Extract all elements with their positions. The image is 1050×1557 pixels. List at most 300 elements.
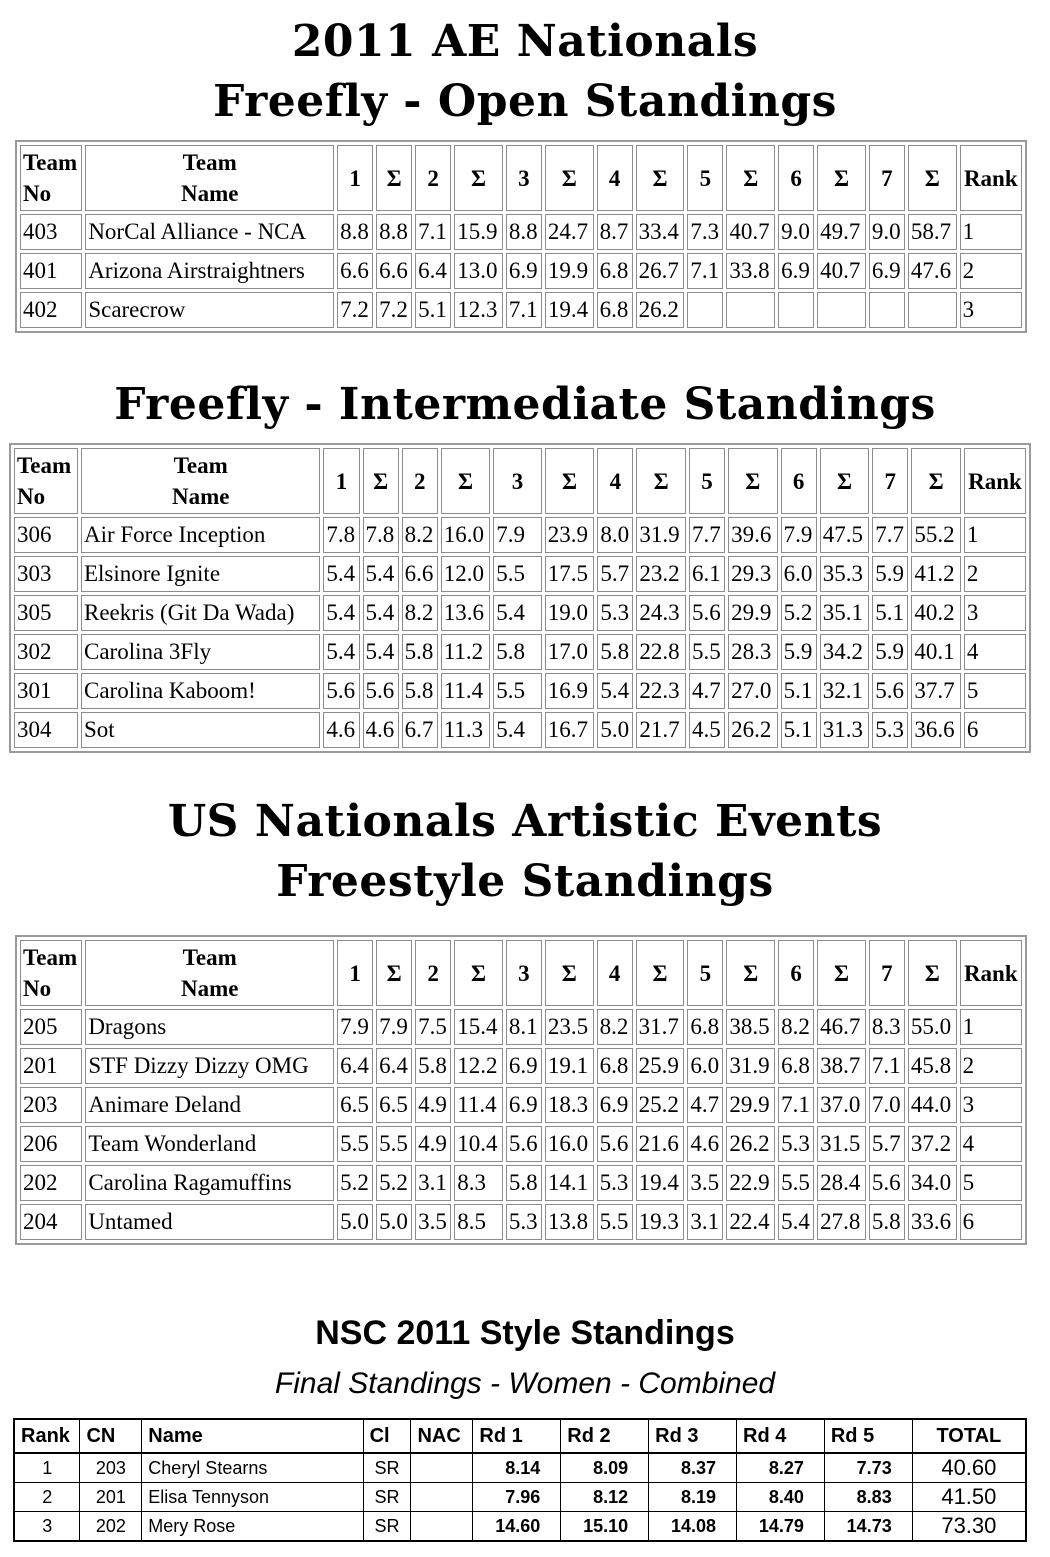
score-cell: 5.7 — [597, 556, 633, 592]
team-number-cell: 303 — [14, 556, 78, 592]
team-number-cell: 201 — [20, 1048, 82, 1084]
score-cell: 5.8 — [506, 1165, 542, 1201]
score-cell: 7.1 — [415, 214, 451, 250]
team-name-header — [85, 940, 334, 1006]
score-cell: 6.4 — [415, 253, 451, 289]
team-name-cell: Untamed — [85, 1204, 334, 1240]
table-row — [14, 634, 1026, 670]
score-cell: 6.0 — [781, 556, 817, 592]
table-row — [14, 1453, 1026, 1483]
rank-cell: 3 — [960, 1087, 1022, 1123]
score-cell: 5.0 — [337, 1204, 373, 1240]
score-cell: 7.9 — [337, 1009, 373, 1045]
rank-cell: 4 — [960, 1126, 1022, 1162]
score-cell — [869, 292, 905, 328]
score-cell: 17.0 — [545, 634, 595, 670]
score-cell: 6.0 — [687, 1048, 723, 1084]
score-cell: 14.1 — [545, 1165, 594, 1201]
score-cell: 31.9 — [636, 517, 686, 553]
round-header-12: 7 — [869, 940, 905, 1006]
score-cell: 45.8 — [908, 1048, 957, 1084]
round-score-cell: 8.37 — [649, 1453, 737, 1483]
round-header-8: 5 — [689, 448, 725, 514]
score-cell: 5.3 — [597, 1165, 633, 1201]
score-cell — [726, 292, 775, 328]
freestyle-table-body — [20, 1009, 1022, 1240]
competitor-number-cell: 201 — [80, 1483, 142, 1512]
score-cell: 37.7 — [911, 673, 961, 709]
score-cell: 5.5 — [493, 673, 542, 709]
score-cell: 37.2 — [908, 1126, 957, 1162]
score-cell: 38.5 — [726, 1009, 775, 1045]
round-header-12: 7 — [872, 448, 908, 514]
score-cell: 31.5 — [817, 1126, 866, 1162]
rank-header: Rank — [964, 448, 1026, 514]
team-name-header-line2: Name — [180, 181, 239, 206]
score-cell: 5.8 — [402, 673, 438, 709]
score-cell: 19.4 — [545, 292, 594, 328]
score-cell: 6.8 — [687, 1009, 723, 1045]
score-cell: 25.9 — [636, 1048, 685, 1084]
score-cell: 3.5 — [415, 1204, 451, 1240]
team-name-header-line1: Team — [182, 150, 237, 175]
team-number-cell: 306 — [14, 517, 78, 553]
nsc-column-header-1: CN — [80, 1419, 142, 1453]
team-name-cell: Carolina 3Fly — [81, 634, 320, 670]
nsc-column-header-0: Rank — [14, 1419, 80, 1453]
score-cell: 25.2 — [636, 1087, 685, 1123]
cumulative-header-13: Σ — [911, 448, 961, 514]
score-cell: 4.7 — [687, 1087, 723, 1123]
team-number-cell: 202 — [20, 1165, 82, 1201]
table-row — [14, 673, 1026, 709]
score-cell: 7.0 — [869, 1087, 905, 1123]
score-cell: 5.1 — [415, 292, 451, 328]
table-row — [20, 1087, 1022, 1123]
class-cell: SR — [363, 1483, 411, 1512]
team-number-cell: 401 — [20, 253, 82, 289]
nsc-column-header-8: Rd 4 — [737, 1419, 825, 1453]
score-cell: 40.2 — [911, 595, 961, 631]
team-name-header — [85, 145, 334, 211]
team-number-cell: 304 — [14, 712, 78, 748]
team-name-cell: Air Force Inception — [81, 517, 320, 553]
score-cell: 5.5 — [493, 556, 542, 592]
score-cell: 9.0 — [778, 214, 814, 250]
score-cell: 26.2 — [636, 292, 685, 328]
score-cell: 5.5 — [689, 634, 725, 670]
score-cell: 5.3 — [872, 712, 908, 748]
score-cell: 26.7 — [636, 253, 685, 289]
team-no-header — [14, 448, 78, 514]
score-cell: 46.7 — [817, 1009, 866, 1045]
score-cell: 31.7 — [636, 1009, 685, 1045]
score-cell: 22.4 — [726, 1204, 775, 1240]
score-cell: 38.7 — [817, 1048, 866, 1084]
class-cell: SR — [363, 1512, 411, 1542]
round-score-cell: 8.27 — [737, 1453, 825, 1483]
team-name-header-line1: Team — [173, 453, 228, 478]
score-cell: 13.8 — [545, 1204, 594, 1240]
score-cell: 5.0 — [376, 1204, 412, 1240]
freestyle-standings-table — [15, 935, 1027, 1245]
score-cell: 5.4 — [363, 595, 399, 631]
score-cell: 7.2 — [376, 292, 412, 328]
team-number-cell: 305 — [14, 595, 78, 631]
team-name-cell: Arizona Airstraightners — [85, 253, 334, 289]
team-no-header-line1: Team — [17, 453, 72, 478]
score-cell: 6.7 — [402, 712, 438, 748]
score-cell: 5.8 — [597, 634, 633, 670]
score-cell: 6.6 — [402, 556, 438, 592]
score-cell: 6.9 — [778, 253, 814, 289]
score-cell: 6.8 — [597, 1048, 633, 1084]
team-name-cell: Team Wonderland — [85, 1126, 334, 1162]
score-cell: 28.4 — [817, 1165, 866, 1201]
rank-cell: 6 — [960, 1204, 1022, 1240]
intermediate-table-body — [14, 517, 1026, 748]
open-header-row — [20, 145, 1022, 211]
score-cell: 18.3 — [545, 1087, 594, 1123]
score-cell: 29.9 — [726, 1087, 775, 1123]
freestyle-header-row — [20, 940, 1022, 1006]
score-cell: 16.9 — [545, 673, 595, 709]
score-cell: 40.1 — [911, 634, 961, 670]
table-row — [20, 1165, 1022, 1201]
score-cell: 7.7 — [689, 517, 725, 553]
round-header-8: 5 — [687, 145, 723, 211]
cumulative-header-7: Σ — [636, 448, 686, 514]
score-cell: 6.9 — [869, 253, 905, 289]
score-cell: 8.2 — [402, 595, 438, 631]
rank-cell: 2 — [964, 556, 1026, 592]
score-cell: 6.6 — [376, 253, 412, 289]
nsc-column-header-7: Rd 3 — [649, 1419, 737, 1453]
score-cell — [687, 292, 723, 328]
score-cell: 19.4 — [636, 1165, 685, 1201]
score-cell: 23.2 — [636, 556, 686, 592]
team-number-cell: 302 — [14, 634, 78, 670]
nsc-subtitle: Final Standings - Women - Combined — [274, 1367, 776, 1400]
nac-cell — [411, 1483, 473, 1512]
cumulative-header-3: Σ — [454, 145, 503, 211]
score-cell: 5.2 — [337, 1165, 373, 1201]
score-cell: 5.8 — [415, 1048, 451, 1084]
score-cell: 19.3 — [636, 1204, 685, 1240]
score-cell: 13.6 — [441, 595, 491, 631]
score-cell: 37.0 — [817, 1087, 866, 1123]
nsc-title: NSC 2011 Style Standings — [315, 1314, 735, 1352]
rank-cell: 1 — [14, 1453, 80, 1483]
score-cell: 9.0 — [869, 214, 905, 250]
round-score-cell: 8.40 — [737, 1483, 825, 1512]
nsc-column-header-4: NAC — [411, 1419, 473, 1453]
team-no-header-line2: No — [23, 181, 52, 206]
table-row — [20, 292, 1022, 328]
score-cell: 40.7 — [726, 214, 775, 250]
nsc-standings-table — [13, 1418, 1027, 1542]
round-score-cell: 7.96 — [473, 1483, 561, 1512]
table-row — [20, 1009, 1022, 1045]
nsc-column-header-2: Name — [142, 1419, 363, 1453]
cumulative-header-5: Σ — [545, 145, 594, 211]
table-row — [20, 214, 1022, 250]
cumulative-header-13: Σ — [908, 940, 957, 1006]
team-no-header-line2: No — [17, 484, 46, 509]
score-cell: 34.2 — [820, 634, 870, 670]
intermediate-standings-table — [9, 443, 1031, 753]
score-cell: 5.9 — [781, 634, 817, 670]
team-number-cell: 206 — [20, 1126, 82, 1162]
score-cell: 5.3 — [778, 1126, 814, 1162]
score-cell: 24.7 — [545, 214, 594, 250]
round-header-10: 6 — [778, 940, 814, 1006]
score-cell: 16.0 — [441, 517, 491, 553]
rank-cell: 5 — [960, 1165, 1022, 1201]
score-cell: 4.5 — [689, 712, 725, 748]
table-row — [20, 253, 1022, 289]
cumulative-header-11: Σ — [820, 448, 870, 514]
competitor-name-cell: Mery Rose — [142, 1512, 363, 1542]
round-header-0: 1 — [337, 145, 373, 211]
round-score-cell: 8.14 — [473, 1453, 561, 1483]
rank-cell: 1 — [960, 1009, 1022, 1045]
cumulative-header-3: Σ — [454, 940, 503, 1006]
score-cell: 4.7 — [689, 673, 725, 709]
score-cell: 55.0 — [908, 1009, 957, 1045]
round-score-cell: 7.73 — [824, 1453, 912, 1483]
round-score-cell: 14.79 — [737, 1512, 825, 1542]
score-cell: 5.1 — [781, 712, 817, 748]
score-cell: 21.6 — [636, 1126, 685, 1162]
team-number-cell: 301 — [14, 673, 78, 709]
round-score-cell: 15.10 — [561, 1512, 649, 1542]
score-cell: 12.3 — [454, 292, 503, 328]
score-cell: 5.8 — [869, 1204, 905, 1240]
nsc-column-header-5: Rd 1 — [473, 1419, 561, 1453]
score-cell: 15.4 — [454, 1009, 503, 1045]
score-cell: 11.3 — [441, 712, 491, 748]
team-number-cell: 403 — [20, 214, 82, 250]
round-header-6: 4 — [597, 145, 633, 211]
round-header-12: 7 — [869, 145, 905, 211]
score-cell: 6.4 — [337, 1048, 373, 1084]
team-no-header-line1: Team — [23, 945, 78, 970]
score-cell: 7.1 — [778, 1087, 814, 1123]
score-cell: 41.2 — [911, 556, 961, 592]
score-cell: 35.3 — [820, 556, 870, 592]
score-cell: 6.9 — [597, 1087, 633, 1123]
rank-cell: 1 — [964, 517, 1026, 553]
score-cell: 8.7 — [597, 214, 633, 250]
rank-cell: 4 — [964, 634, 1026, 670]
team-no-header — [20, 145, 82, 211]
freestyle-title-line1: US Nationals Artistic Events — [167, 796, 883, 847]
score-cell: 6.8 — [597, 292, 633, 328]
nsc-column-header-10: TOTAL — [912, 1419, 1026, 1453]
score-cell: 26.2 — [726, 1126, 775, 1162]
class-cell: SR — [363, 1453, 411, 1483]
score-cell: 31.3 — [820, 712, 870, 748]
rank-cell: 2 — [14, 1483, 80, 1512]
cumulative-header-11: Σ — [817, 145, 866, 211]
score-cell: 19.1 — [545, 1048, 594, 1084]
round-score-cell: 8.19 — [649, 1483, 737, 1512]
table-row — [14, 1483, 1026, 1512]
score-cell: 5.1 — [872, 595, 908, 631]
cumulative-header-5: Σ — [545, 448, 595, 514]
score-cell: 3.1 — [415, 1165, 451, 1201]
score-cell: 6.8 — [597, 253, 633, 289]
score-cell: 27.8 — [817, 1204, 866, 1240]
score-cell: 5.8 — [493, 634, 542, 670]
score-cell: 5.6 — [869, 1165, 905, 1201]
nsc-column-header-3: Cl — [363, 1419, 411, 1453]
score-cell: 8.8 — [506, 214, 542, 250]
score-cell: 8.5 — [454, 1204, 503, 1240]
score-cell: 6.6 — [337, 253, 373, 289]
score-cell: 44.0 — [908, 1087, 957, 1123]
score-cell: 5.6 — [323, 673, 359, 709]
open-table-body — [20, 214, 1022, 328]
score-cell: 17.5 — [545, 556, 595, 592]
competitor-number-cell: 202 — [80, 1512, 142, 1542]
team-name-cell: Dragons — [85, 1009, 334, 1045]
score-cell: 7.1 — [869, 1048, 905, 1084]
rank-cell: 2 — [960, 253, 1022, 289]
round-header-6: 4 — [597, 448, 633, 514]
score-cell: 34.0 — [908, 1165, 957, 1201]
score-cell: 11.4 — [454, 1087, 503, 1123]
score-cell: 6.1 — [689, 556, 725, 592]
team-number-cell: 204 — [20, 1204, 82, 1240]
score-cell: 5.4 — [493, 595, 542, 631]
cumulative-header-13: Σ — [908, 145, 957, 211]
team-no-header-line1: Team — [23, 150, 78, 175]
team-no-header-line2: No — [23, 976, 52, 1001]
cumulative-header-9: Σ — [728, 448, 778, 514]
score-cell: 29.3 — [728, 556, 778, 592]
score-cell: 7.8 — [323, 517, 359, 553]
team-name-cell: Carolina Kaboom! — [81, 673, 320, 709]
total-cell: 40.60 — [912, 1453, 1026, 1483]
rank-header: Rank — [960, 145, 1022, 211]
team-name-cell: STF Dizzy Dizzy OMG — [85, 1048, 334, 1084]
table-row — [14, 517, 1026, 553]
round-header-4: 3 — [506, 145, 542, 211]
cumulative-header-9: Σ — [726, 145, 775, 211]
round-score-cell: 8.09 — [561, 1453, 649, 1483]
rank-cell: 2 — [960, 1048, 1022, 1084]
score-cell: 4.6 — [687, 1126, 723, 1162]
round-header-8: 5 — [687, 940, 723, 1006]
score-cell: 5.6 — [689, 595, 725, 631]
score-cell: 5.9 — [872, 556, 908, 592]
score-cell: 7.7 — [872, 517, 908, 553]
score-cell: 7.5 — [415, 1009, 451, 1045]
score-cell: 8.1 — [506, 1009, 542, 1045]
score-cell: 35.1 — [820, 595, 870, 631]
round-score-cell: 14.60 — [473, 1512, 561, 1542]
score-cell: 8.3 — [454, 1165, 503, 1201]
table-row — [14, 1512, 1026, 1542]
score-cell: 5.3 — [506, 1204, 542, 1240]
rank-cell: 3 — [14, 1512, 80, 1542]
open-title-line2: Freefly - Open Standings — [213, 76, 837, 127]
round-score-cell: 8.83 — [824, 1483, 912, 1512]
score-cell: 28.3 — [728, 634, 778, 670]
score-cell: 8.2 — [597, 1009, 633, 1045]
round-header-2: 2 — [415, 145, 451, 211]
team-number-cell: 205 — [20, 1009, 82, 1045]
score-cell: 8.8 — [337, 214, 373, 250]
score-cell: 7.8 — [363, 517, 399, 553]
score-cell: 7.1 — [506, 292, 542, 328]
score-cell: 5.5 — [597, 1204, 633, 1240]
score-cell: 33.4 — [636, 214, 685, 250]
rank-header: Rank — [960, 940, 1022, 1006]
table-row — [20, 1204, 1022, 1240]
round-header-0: 1 — [323, 448, 359, 514]
team-name-cell: Reekris (Git Da Wada) — [81, 595, 320, 631]
score-cell: 22.3 — [636, 673, 686, 709]
score-cell: 5.5 — [337, 1126, 373, 1162]
score-cell: 6.5 — [376, 1087, 412, 1123]
score-cell: 24.3 — [636, 595, 686, 631]
table-row — [20, 1126, 1022, 1162]
nsc-column-header-6: Rd 2 — [561, 1419, 649, 1453]
score-cell: 7.9 — [376, 1009, 412, 1045]
rank-cell: 3 — [960, 292, 1022, 328]
round-score-cell: 8.12 — [561, 1483, 649, 1512]
score-cell: 5.7 — [869, 1126, 905, 1162]
score-cell: 26.2 — [728, 712, 778, 748]
cumulative-header-3: Σ — [441, 448, 491, 514]
score-cell: 19.0 — [545, 595, 595, 631]
open-title-line1: 2011 AE Nationals — [291, 16, 759, 67]
score-cell: 16.7 — [545, 712, 595, 748]
score-cell: 6.9 — [506, 1048, 542, 1084]
nsc-column-header-9: Rd 5 — [824, 1419, 912, 1453]
score-cell: 8.3 — [869, 1009, 905, 1045]
score-cell: 5.4 — [363, 556, 399, 592]
score-cell: 7.1 — [687, 253, 723, 289]
round-score-cell: 14.08 — [649, 1512, 737, 1542]
rank-cell: 3 — [964, 595, 1026, 631]
score-cell: 47.6 — [908, 253, 957, 289]
team-name-cell: Carolina Ragamuffins — [85, 1165, 334, 1201]
rank-cell: 1 — [960, 214, 1022, 250]
score-cell: 5.4 — [493, 712, 542, 748]
score-cell: 5.5 — [778, 1165, 814, 1201]
score-cell: 58.7 — [908, 214, 957, 250]
score-cell: 7.9 — [493, 517, 542, 553]
cumulative-header-7: Σ — [636, 145, 685, 211]
total-cell: 73.30 — [912, 1512, 1026, 1542]
round-score-cell: 14.73 — [824, 1512, 912, 1542]
score-cell: 5.0 — [597, 712, 633, 748]
score-cell: 32.1 — [820, 673, 870, 709]
score-cell: 4.9 — [415, 1087, 451, 1123]
score-cell: 5.6 — [363, 673, 399, 709]
team-name-header-line1: Team — [182, 945, 237, 970]
score-cell: 4.9 — [415, 1126, 451, 1162]
cumulative-header-9: Σ — [726, 940, 775, 1006]
cumulative-header-5: Σ — [545, 940, 594, 1006]
score-cell: 4.6 — [323, 712, 359, 748]
open-standings-table — [15, 140, 1027, 333]
team-name-header-line2: Name — [171, 484, 230, 509]
